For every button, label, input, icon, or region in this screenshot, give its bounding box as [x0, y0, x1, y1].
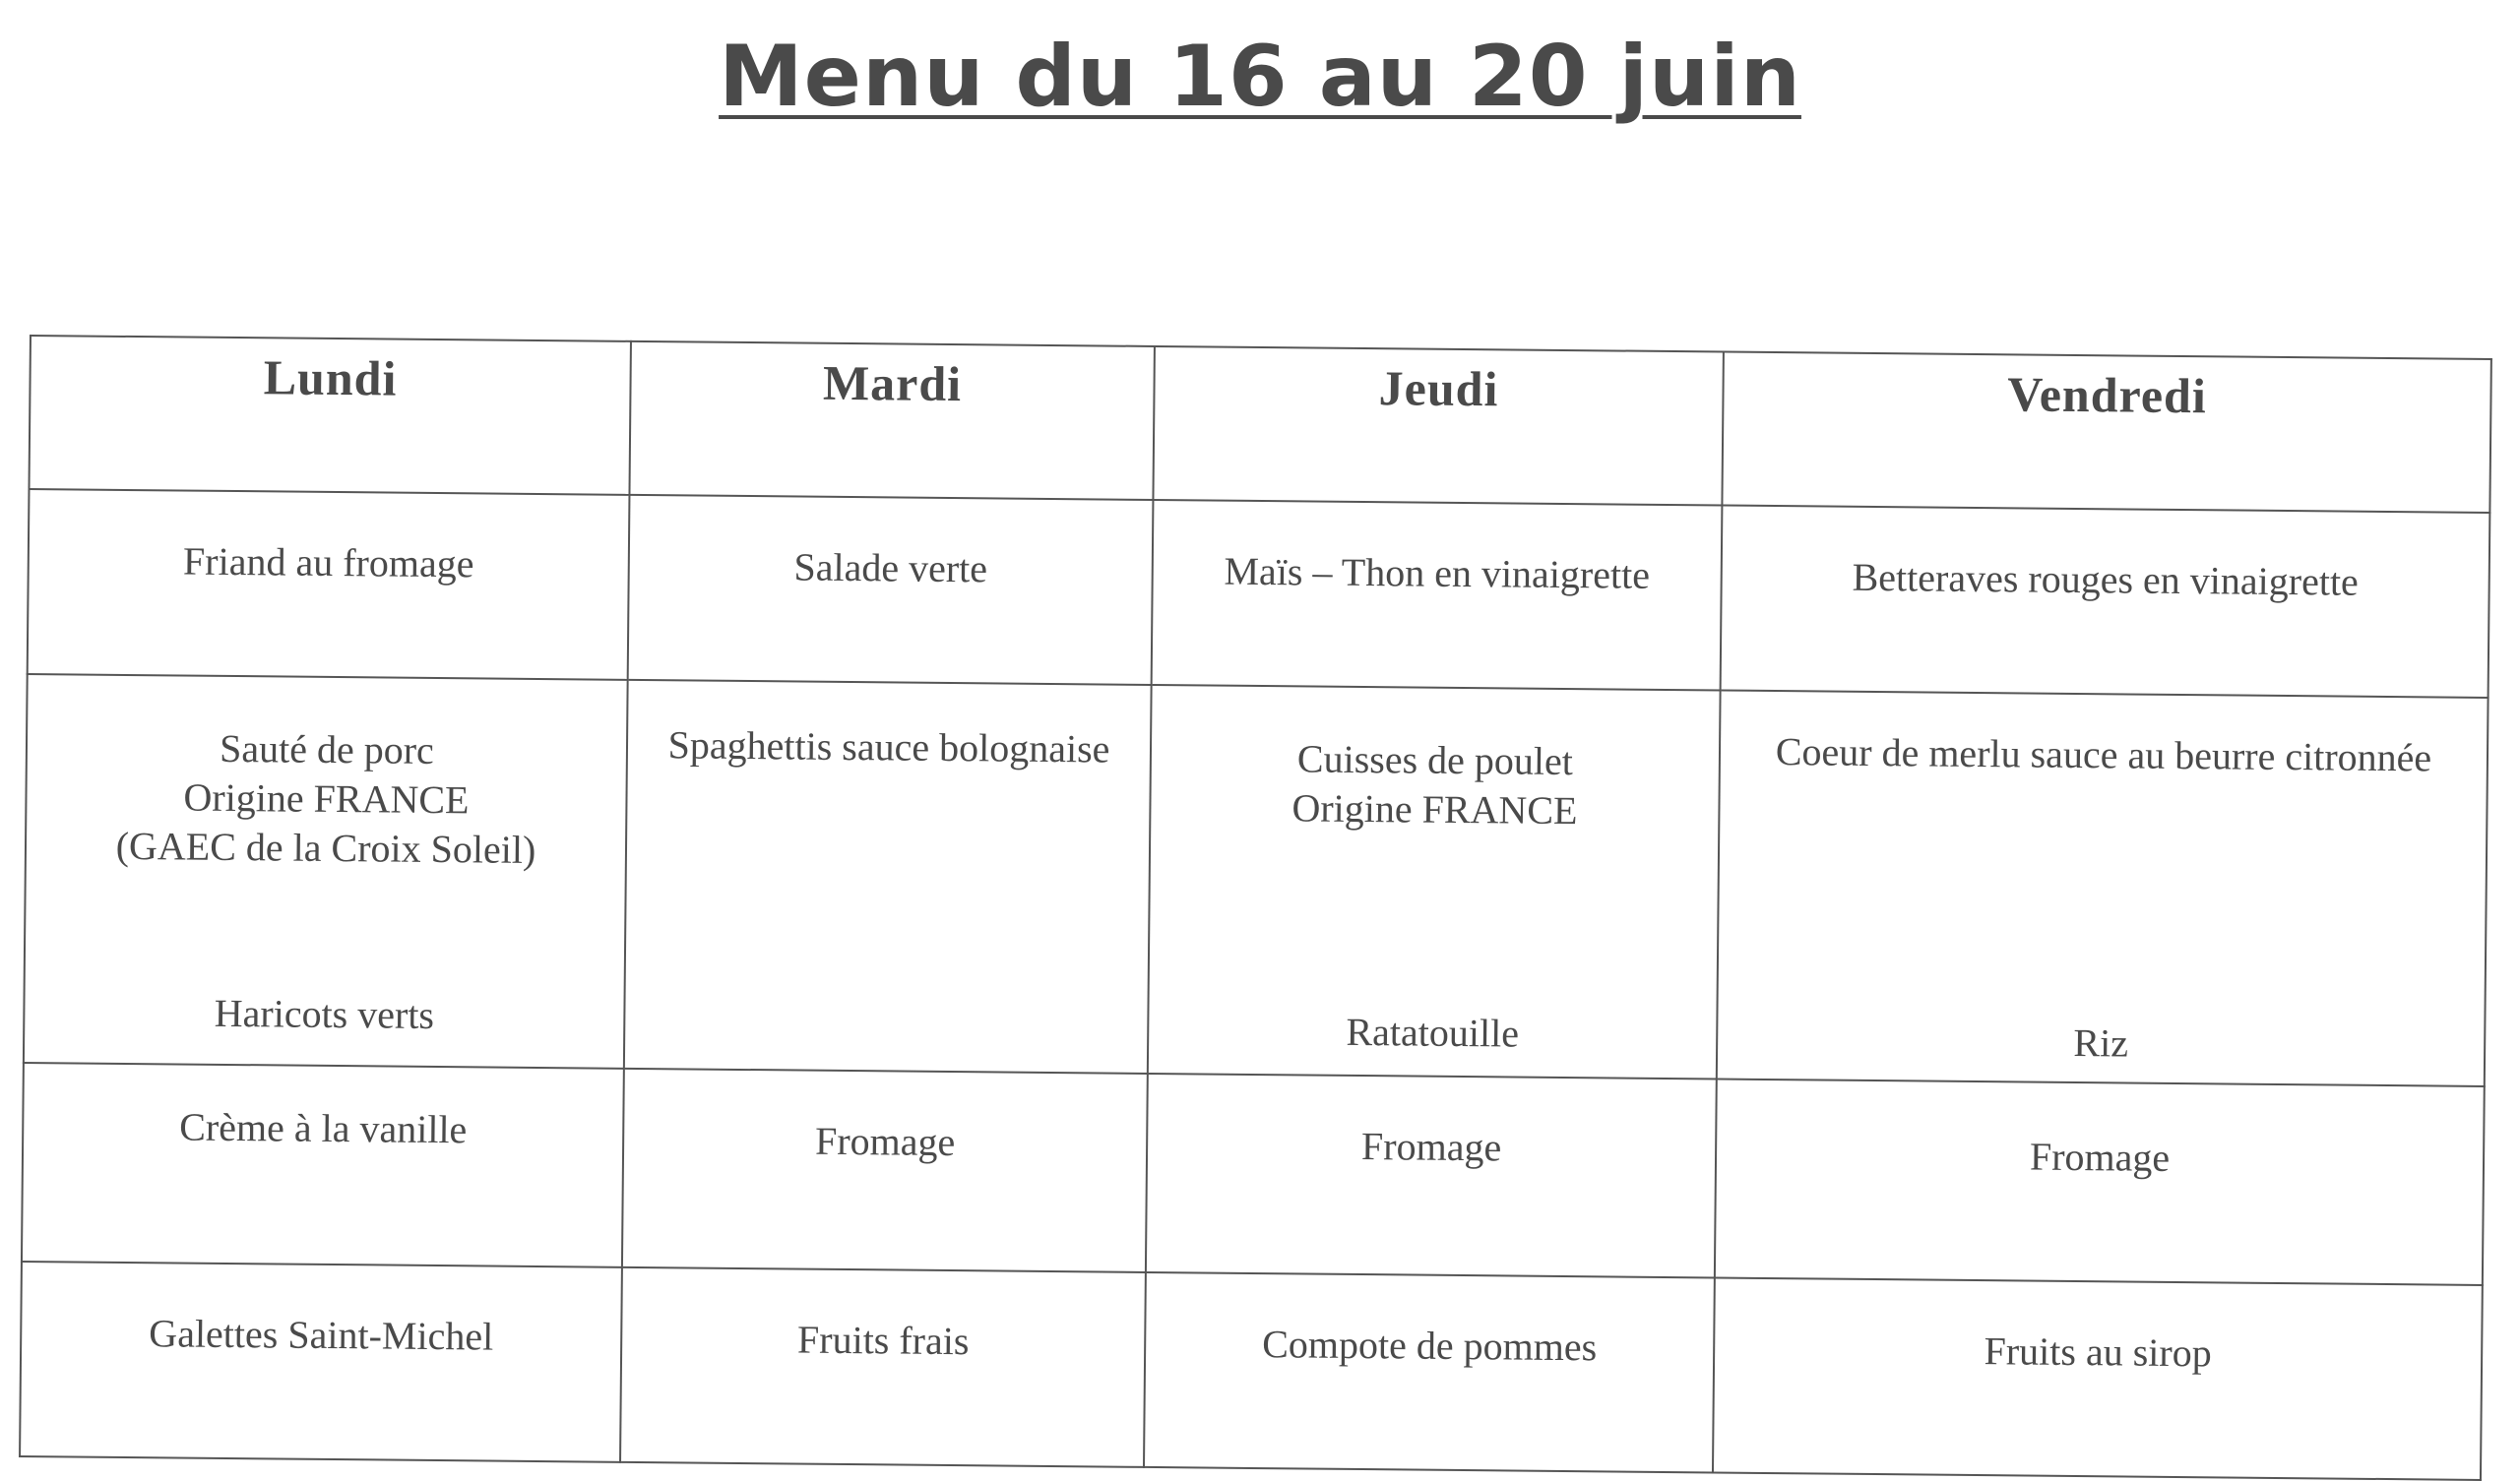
- starter-row: [28, 489, 2490, 698]
- dessert-cell: Fruits frais: [620, 1267, 1146, 1467]
- dessert-cell: Compote de pommes: [1144, 1272, 1715, 1473]
- side-dish: Haricots verts: [214, 990, 435, 1037]
- main-course-cell: [624, 680, 1152, 1074]
- starter-cell: Betteraves rouges en vinaigrette: [1721, 506, 2490, 698]
- main-course-cell: [1717, 691, 2488, 1086]
- starter-cell: Salade verte: [628, 495, 1154, 685]
- header-row: [29, 336, 2490, 513]
- main-course-line: Origine FRANCE: [1292, 785, 1578, 833]
- side-dish: Riz: [2073, 1019, 2129, 1066]
- menu-table: [19, 335, 2492, 1481]
- dairy-cell: Fromage: [1146, 1074, 1717, 1278]
- main-course-line: Origine FRANCE: [183, 774, 470, 823]
- main-course-line: Cuisses de poulet: [1296, 736, 1574, 784]
- main-course-line: Spaghettis sauce bolognaise: [667, 722, 1110, 771]
- day-header-mardi: Mardi: [629, 341, 1154, 500]
- main-course-line: (GAEC de la Croix Soleil): [115, 823, 536, 872]
- page-title-text: Menu du 16 au 20 juin: [719, 28, 1801, 126]
- starter-cell: Friand au fromage: [28, 489, 630, 680]
- dairy-cell: Fromage: [1715, 1079, 2485, 1284]
- dairy-cell: Fromage: [622, 1069, 1148, 1272]
- side-dish: Ratatouille: [1346, 1009, 1520, 1056]
- starter-cell: Maïs – Thon en vinaigrette: [1152, 500, 1723, 691]
- day-header-jeudi: Jeudi: [1153, 346, 1723, 506]
- day-header-lundi: Lundi: [29, 336, 630, 495]
- main-course-cell: [1148, 685, 1721, 1080]
- dairy-cell: Crème à la vanille: [22, 1063, 624, 1267]
- main-course-line: Coeur de merlu sauce au beurre citronnée: [1775, 729, 2432, 780]
- main-course-line: Sauté de porc: [219, 725, 435, 772]
- dessert-row: [20, 1262, 2483, 1480]
- dessert-cell: Fruits au sirop: [1713, 1277, 2483, 1479]
- day-header-vendredi: Vendredi: [1722, 352, 2490, 513]
- dairy-row: [22, 1063, 2485, 1285]
- main-course-row: [24, 674, 2488, 1086]
- page-title: [0, 28, 2520, 126]
- dessert-cell: Galettes Saint-Michel: [20, 1262, 622, 1462]
- main-course-cell: [24, 674, 628, 1069]
